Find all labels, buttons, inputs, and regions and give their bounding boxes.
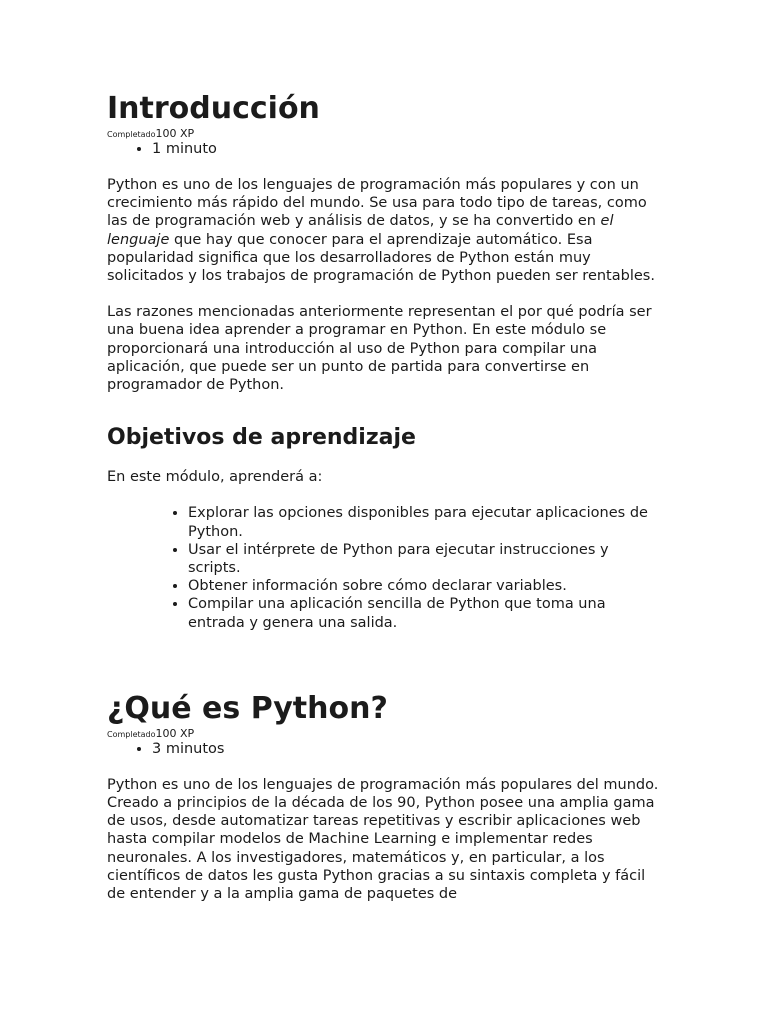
unit1-title: Introducción xyxy=(107,91,320,126)
objective-item: • Obtener información sobre cómo declarar variables. xyxy=(188,577,663,595)
unit1-meta xyxy=(107,128,663,140)
objectives-list xyxy=(107,504,663,631)
unit2-paragraph-1: Python es uno de los lenguajes de programación más populares del mundo. Creado a principios de la década de los 90, Python posee una amplia gama de usos, desde automatizar tareas repetitivas y escribir aplicaciones web hasta compilar modelos de Machine Learning e implementar redes neuronales. A los investigadores, matemáticos y, en particular, a los científicos de datos les gusta Python gracias a su sintaxis completa y fácil de entender y a la amplia gama de paquetes de xyxy=(107,776,659,903)
unit1-para1-text-a: Python es uno de los lenguajes de programación más populares y con un crecimiento más rápido del mundo. Se usa para todo tipo de tareas, como las de programación web y análisis de datos, y se ha convertido en xyxy=(107,177,647,230)
unit2-xp: 100 XP xyxy=(155,726,195,740)
unit1-para1-emphasis: el lenguaje xyxy=(107,213,614,248)
unit1-paragraph-2: Las razones mencionadas anteriormente representan el por qué podría ser una buena idea aprender a programar en Python. En este módulo se proporcionará una introducción al uso de Python para compilar una aplicación, que puede ser un punto de partida para convertirse en programador de Python. xyxy=(107,304,652,394)
document-page xyxy=(107,90,663,903)
unit2-meta xyxy=(107,728,663,740)
unit1-xp: 100 XP xyxy=(155,127,195,140)
unit2-duration-list xyxy=(107,740,663,758)
unit2-status: Completado xyxy=(107,729,156,739)
objective-item: • Explorar las opciones disponibles para ejecutar aplicaciones de Python. xyxy=(188,504,663,540)
unit2-title: ¿Qué es Python? xyxy=(107,690,388,726)
unit1-duration: • 1 minuto xyxy=(152,140,663,158)
objectives-heading: Objetivos de aprendizaje xyxy=(107,425,416,451)
objective-item: • Usar el intérprete de Python para ejecutar instrucciones y scripts. xyxy=(188,541,663,577)
unit1-paragraph-1 xyxy=(107,176,663,285)
objective-item: • Compilar una aplicación sencilla de Python que toma una entrada y genera una salida. xyxy=(188,595,663,631)
unit1-duration-list xyxy=(107,140,663,158)
objectives-intro: En este módulo, aprenderá a: xyxy=(107,469,323,486)
unit1-status: Completado xyxy=(107,130,156,139)
unit2-duration: • 3 minutos xyxy=(152,740,663,758)
unit1-para1-text-b: que hay que conocer para el aprendizaje automático. Esa popularidad significa que los desarrolladores de Python están muy solicitados y los trabajos de programación de Python pueden ser rentables. xyxy=(107,231,655,285)
